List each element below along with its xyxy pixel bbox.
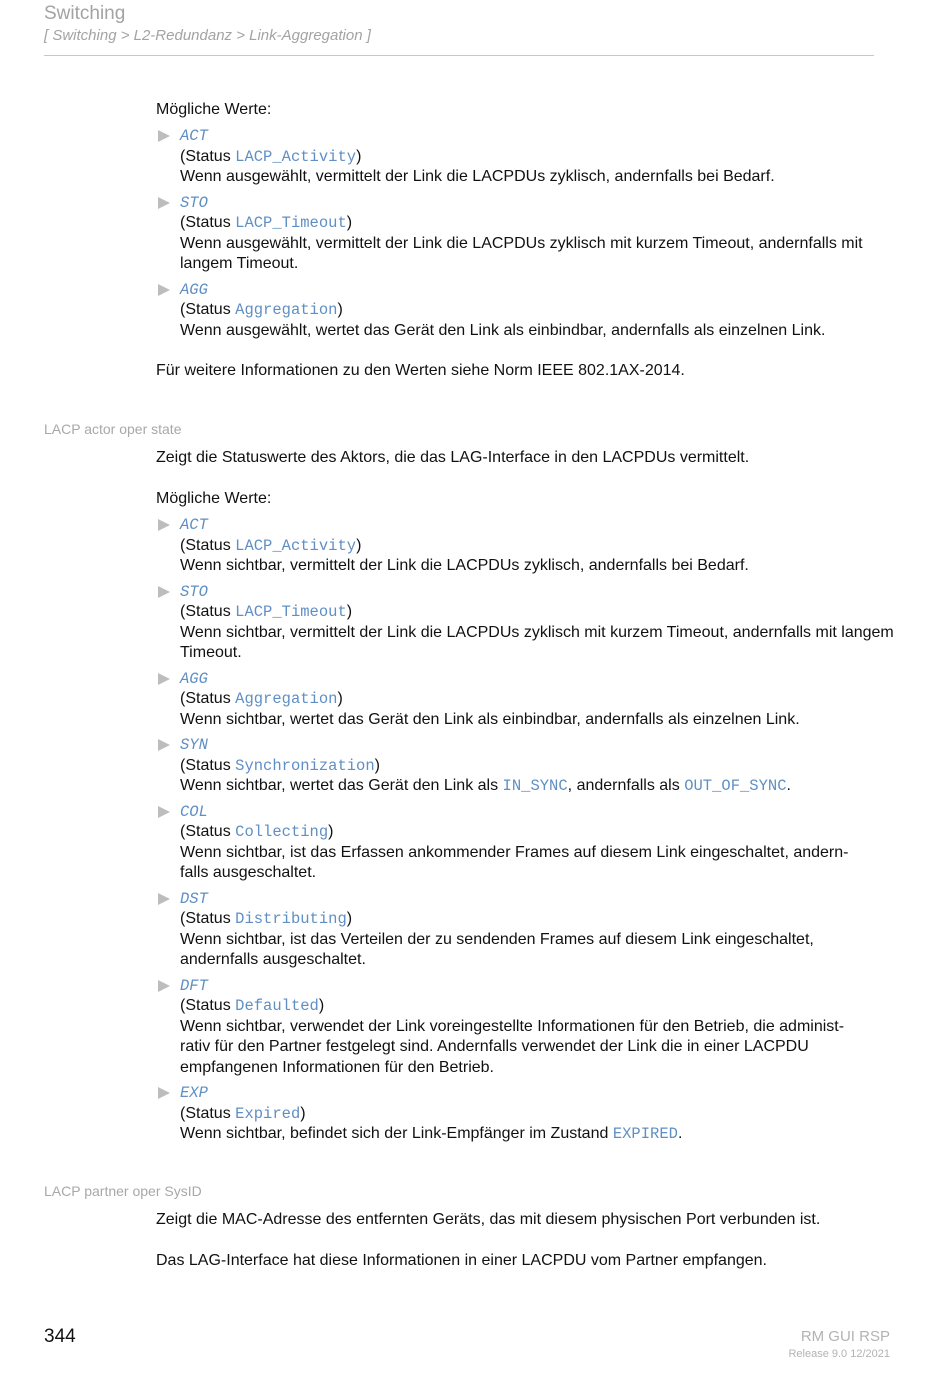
bullet-triangle-icon xyxy=(158,806,170,818)
release-info: Release 9.0 12/2021 xyxy=(788,1348,890,1360)
value-code: SYN xyxy=(180,736,208,754)
value-description: Wenn ausgewählt, wertet das Gerät den Link als einbindbar, andernfalls als einzelnen Link. xyxy=(180,321,826,339)
inline-code: OUT_OF_SYNC xyxy=(684,777,787,795)
header-divider xyxy=(44,55,874,56)
list-item: DFT (Status Defaulted) Wenn sichtbar, verwendet der Link voreingestellte Informationen für den Betrieb, die administ- rativ für den Partner festgelegt sind. Andernfalls verwendet der Link die in einer LACPDU empfangenen Informationen für den Betrieb. xyxy=(156,976,896,1079)
value-code: DST xyxy=(180,889,208,908)
list-item: ACT (Status LACP_Activity) Wenn ausgewählt, vermittelt der Link die LACPDUs zyklisch, andernfalls bei Bedarf. xyxy=(156,126,896,188)
bullet-triangle-icon xyxy=(158,130,170,142)
value-code: STO xyxy=(180,582,208,601)
partner-description: Zeigt die MAC-Adresse des entfernten Geräts, das mit diesem physischen Port verbunden ist. xyxy=(156,1211,821,1228)
value-code: COL xyxy=(180,802,208,821)
list-item: STO (Status LACP_Timeout) Wenn ausgewählt, vermittelt der Link die LACPDUs zyklisch mit kurzem Timeout, andernfalls mit langem Timeout. xyxy=(156,193,896,275)
bullet-triangle-icon xyxy=(158,673,170,685)
top-values-list xyxy=(156,126,896,341)
status-code: Synchronization xyxy=(235,756,375,775)
page-number: 344 xyxy=(44,1326,76,1347)
doc-name: RM GUI RSP xyxy=(800,1328,890,1345)
value-description: Wenn sichtbar, wertet das Gerät den Link als IN_SYNC, andernfalls als OUT_OF_SYNC. xyxy=(180,777,791,795)
status-code: Distributing xyxy=(235,910,347,928)
partner-note: Das LAG-Interface hat diese Informationen in einer LACPDU vom Partner empfangen. xyxy=(156,1252,767,1269)
bullet-triangle-icon xyxy=(158,586,170,598)
values-heading: Mögliche Werte: xyxy=(156,490,272,507)
list-item: SYN (Status Synchronization) Wenn sichtbar, wertet das Gerät den Link als IN_SYNC, andernfalls als OUT_OF_SYNC. xyxy=(156,735,896,797)
list-item: STO (Status LACP_Timeout) Wenn sichtbar, vermittelt der Link die LACPDUs zyklisch mit kurzem Timeout, andernfalls mit langem Timeout. xyxy=(156,582,896,664)
list-item: AGG (Status Aggregation) Wenn sichtbar, wertet das Gerät den Link als einbindbar, andernfalls als einzelnen Link. xyxy=(156,669,896,731)
header-title: Switching xyxy=(44,3,126,24)
value-description-line: rativ für den Partner festgelegt sind. Andernfalls verwendet der Link die in einer LACPDU xyxy=(180,1038,809,1055)
standard-note: Für weitere Informationen zu den Werten siehe Norm IEEE 802.1AX-2014. xyxy=(156,362,685,379)
status-code: LACP_Timeout xyxy=(235,603,347,621)
bullet-triangle-icon xyxy=(158,197,170,209)
value-description: Wenn sichtbar, vermittelt der Link die LACPDUs zyklisch, andernfalls bei Bedarf. xyxy=(180,557,749,574)
status-code: Collecting xyxy=(235,823,329,841)
status-code: Aggregation xyxy=(235,301,338,319)
values-heading: Mögliche Werte: xyxy=(156,101,272,118)
status-code: LACP_Activity xyxy=(235,536,357,555)
section-label-actor-oper-state: LACP actor oper state xyxy=(44,421,182,437)
status-code: LACP_Activity xyxy=(235,147,357,166)
bullet-triangle-icon xyxy=(158,739,170,751)
value-description-line: empfangenen Informationen für den Betrieb. xyxy=(180,1058,494,1076)
value-description: Wenn sichtbar, befindet sich der Link-Empfänger im Zustand EXPIRED. xyxy=(180,1125,683,1143)
actor-intro: Zeigt die Statuswerte des Aktors, die das LAG-Interface in den LACPDUs vermittelt. xyxy=(156,449,750,466)
actor-values-list xyxy=(156,515,896,1145)
value-description-line: Wenn sichtbar, ist das Erfassen ankommender Frames auf diesem Link eingeschaltet, andern- xyxy=(180,843,849,861)
list-item: EXP (Status Expired) Wenn sichtbar, befindet sich der Link-Empfänger im Zustand EXPIRED. xyxy=(156,1083,896,1145)
value-description: Wenn sichtbar, wertet das Gerät den Link als einbindbar, andernfalls als einzelnen Link. xyxy=(180,710,800,728)
value-code: DFT xyxy=(180,976,208,995)
status-code: Defaulted xyxy=(235,997,319,1015)
bullet-triangle-icon xyxy=(158,1087,170,1099)
value-description-line: Wenn sichtbar, verwendet der Link voreingestellte Informationen für den Betrieb, die administ- xyxy=(180,1017,845,1035)
status-code: Aggregation xyxy=(235,690,338,708)
list-item: AGG (Status Aggregation) Wenn ausgewählt, wertet das Gerät den Link als einbindbar, andernfalls als einzelnen Link. xyxy=(156,280,896,342)
value-code: ACT xyxy=(180,127,208,145)
value-description: Wenn ausgewählt, vermittelt der Link die LACPDUs zyklisch, andernfalls bei Bedarf. xyxy=(180,168,775,185)
value-description-line: falls ausgeschaltet. xyxy=(180,864,317,881)
bullet-triangle-icon xyxy=(158,284,170,296)
bullet-triangle-icon xyxy=(158,980,170,992)
status-code: LACP_Timeout xyxy=(235,214,347,232)
breadcrumb: [ Switching > L2-Redundanz > Link-Aggregation ] xyxy=(44,27,371,44)
inline-code: EXPIRED xyxy=(612,1125,678,1143)
list-item: DST (Status Distributing) Wenn sichtbar, ist das Verteilen der zu sendenden Frames auf diesem Link eingeschaltet, andernfalls ausgeschaltet. xyxy=(156,889,896,971)
value-description: Wenn sichtbar, ist das Verteilen der zu sendenden Frames auf diesem Link eingeschaltet, andernfalls ausgeschaltet. xyxy=(180,930,814,968)
section-label-partner-oper-sysid: LACP partner oper SysID xyxy=(44,1183,202,1199)
value-description: Wenn sichtbar, vermittelt der Link die LACPDUs zyklisch mit kurzem Timeout, andernfalls mit langem Timeout. xyxy=(180,623,894,661)
bullet-triangle-icon xyxy=(158,519,170,531)
value-code: STO xyxy=(180,193,208,212)
inline-code: IN_SYNC xyxy=(502,777,568,795)
value-description: Wenn ausgewählt, vermittelt der Link die LACPDUs zyklisch mit kurzem Timeout, andernfalls mit langem Timeout. xyxy=(180,234,863,272)
list-item: ACT (Status LACP_Activity) Wenn sichtbar, vermittelt der Link die LACPDUs zyklisch, andernfalls bei Bedarf. xyxy=(156,515,896,577)
value-code: AGG xyxy=(180,669,208,688)
value-code: AGG xyxy=(180,280,208,299)
value-code: ACT xyxy=(180,516,208,534)
bullet-triangle-icon xyxy=(158,893,170,905)
value-code: EXP xyxy=(180,1084,208,1102)
page-header xyxy=(44,3,874,46)
list-item: COL (Status Collecting) Wenn sichtbar, ist das Erfassen ankommender Frames auf diesem Link eingeschaltet, andern- falls ausgeschaltet. xyxy=(156,802,896,884)
status-code: Expired xyxy=(235,1104,301,1123)
